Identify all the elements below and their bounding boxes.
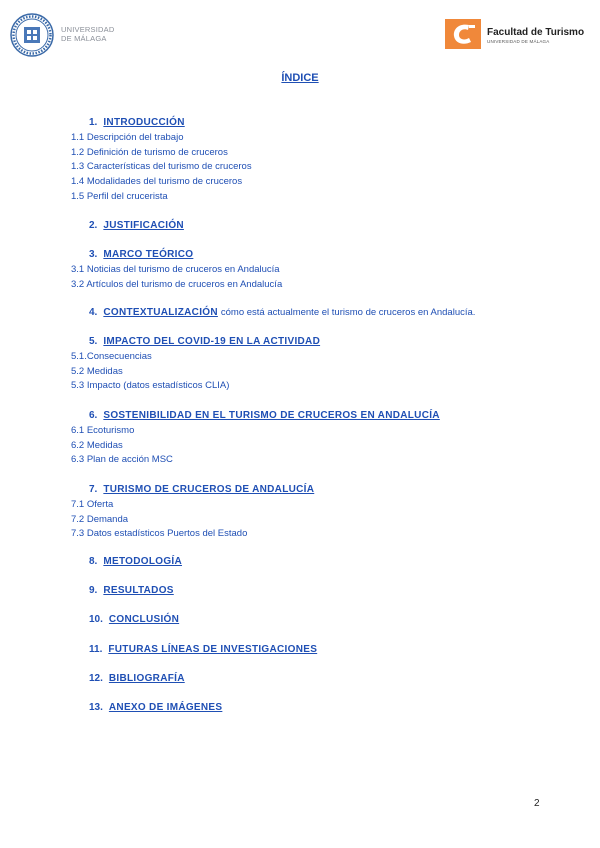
- toc-subsection[interactable]: 1.3 Características del turismo de cruceros: [71, 161, 252, 173]
- toc-section-11[interactable]: [89, 644, 317, 655]
- toc-subsection[interactable]: 1.5 Perfil del crucerista: [71, 190, 168, 202]
- toc-section-number: 13.: [89, 702, 103, 713]
- toc-subsection[interactable]: 6.1 Ecoturismo: [71, 425, 135, 436]
- toc-section-link[interactable]: RESULTADOS: [103, 585, 174, 596]
- faculty-logo-icon: [445, 19, 481, 49]
- toc-subsection[interactable]: 3.1 Noticias del turismo de cruceros en Andalucía: [71, 264, 280, 275]
- faculty-name: Facultad de Turismo: [487, 27, 585, 38]
- toc-subsection[interactable]: 7.1 Oferta: [71, 499, 114, 510]
- toc-subsection[interactable]: 6.3 Plan de acción MSC: [71, 454, 173, 466]
- toc-section-link[interactable]: CONCLUSIÓN: [108, 614, 180, 625]
- toc-section-link[interactable]: METODOLOGÍA: [103, 556, 183, 567]
- toc-section-13[interactable]: [89, 702, 222, 713]
- toc-section-link[interactable]: IMPACTO DEL COVID-19 EN LA ACTIVIDAD: [103, 336, 321, 347]
- university-line-2: DE MÁLAGA: [61, 34, 107, 43]
- toc-subsection[interactable]: 5.1.Consecuencias: [71, 351, 152, 362]
- toc-section-4[interactable]: [89, 307, 475, 318]
- toc-subsection[interactable]: 7.3 Datos estadísticos Puertos del Estado: [71, 528, 248, 540]
- toc-section-1[interactable]: [89, 117, 185, 128]
- page-header: [0, 0, 600, 60]
- toc-section-6[interactable]: [89, 410, 440, 421]
- toc-subsection[interactable]: 7.2 Demanda: [71, 513, 129, 525]
- toc-subsection[interactable]: 1.2 Definición de turismo de cruceros: [71, 146, 228, 158]
- toc-section-8[interactable]: [89, 556, 182, 567]
- university-seal-icon: [10, 13, 54, 57]
- toc-section-link[interactable]: BIBLIOGRAFÍA: [108, 673, 185, 684]
- university-line-1: UNIVERSIDAD: [61, 25, 115, 34]
- toc-subsection[interactable]: 1.4 Modalidades del turismo de cruceros: [71, 176, 243, 188]
- toc-section-link[interactable]: INTRODUCCIÓN: [103, 117, 185, 128]
- toc-section-number: 11.: [89, 644, 103, 655]
- toc-section-3[interactable]: [89, 249, 193, 260]
- toc-subsection[interactable]: 5.3 Impacto (datos estadísticos CLIA): [71, 380, 230, 392]
- toc-section-link[interactable]: MARCO TEÓRICO: [103, 249, 194, 260]
- toc-subsection[interactable]: 6.2 Medidas: [71, 439, 123, 451]
- toc-section-number: 1.: [89, 117, 98, 128]
- toc-section-link[interactable]: JUSTIFICACIÓN: [103, 220, 184, 231]
- faculty-subtitle: UNIVERSIDAD DE MÁLAGA: [487, 39, 550, 44]
- toc-section-number: 7.: [89, 484, 98, 495]
- toc-subsection[interactable]: 5.2 Medidas: [71, 365, 123, 377]
- toc-section-link[interactable]: TURISMO DE CRUCEROS DE ANDALUCÍA: [103, 484, 315, 495]
- toc-section-link[interactable]: ANEXO DE IMÁGENES: [108, 702, 223, 713]
- toc-section-5[interactable]: [89, 336, 320, 347]
- toc-section-number: 3.: [89, 249, 98, 260]
- toc-subsection[interactable]: 1.1 Descripción del trabajo: [71, 132, 184, 143]
- toc-section-number: 2.: [89, 220, 98, 231]
- toc-section-10[interactable]: [89, 614, 179, 625]
- toc-subsection[interactable]: 3.2 Artículos del turismo de cruceros en Andalucía: [71, 278, 283, 290]
- toc-section-number: 4.: [89, 307, 98, 318]
- toc-section-7[interactable]: [89, 484, 314, 495]
- toc-section-12[interactable]: [89, 673, 185, 684]
- page-number: 2: [534, 798, 540, 809]
- university-name: [61, 25, 114, 43]
- toc-section-number: 6.: [89, 410, 98, 421]
- toc-section-number: 5.: [89, 336, 98, 347]
- toc-section-number: 12.: [89, 673, 103, 684]
- toc-section-number: 10.: [89, 614, 103, 625]
- toc-section-link[interactable]: CONTEXTUALIZACIÓN: [103, 307, 218, 318]
- toc-section-description: cómo está actualmente el turismo de cruceros en Andalucía.: [220, 307, 476, 318]
- index-title: ÍNDICE: [281, 72, 319, 84]
- toc-section-9[interactable]: [89, 585, 174, 596]
- toc-section-link[interactable]: SOSTENIBILIDAD EN EL TURISMO DE CRUCEROS EN ANDALUCÍA: [103, 410, 440, 421]
- toc-section-link[interactable]: FUTURAS LÍNEAS DE INVESTIGACIONES: [108, 644, 318, 655]
- toc-section-number: 8.: [89, 556, 98, 567]
- toc-section-number: 9.: [89, 585, 98, 596]
- toc-section-2[interactable]: [89, 220, 184, 231]
